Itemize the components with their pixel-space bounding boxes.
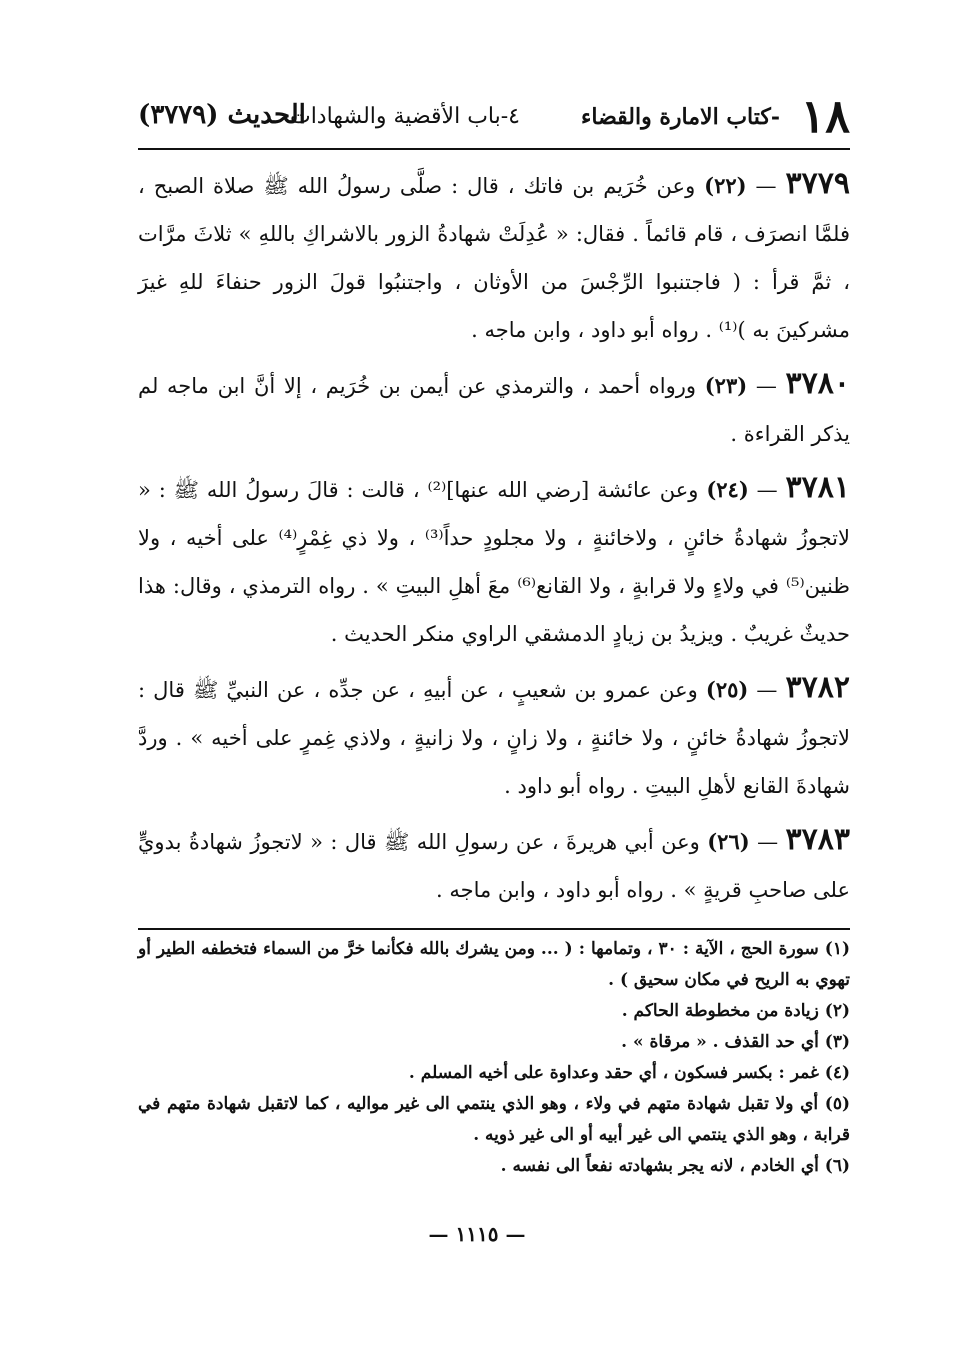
hadith-index: (٢٦) [707, 829, 750, 854]
page-number: — ١١١٥ — [428, 1222, 526, 1246]
hadith-number: ٣٧٨٠ [785, 366, 850, 401]
hadith-text: وعن أبي هريرةَ ، عن رسولِ الله ﷺ قال : « لاتجوزُ شهادةُ بدويٍّ على صاحبِ قريةٍ » . رواه أبو داود ، وابن ماجه . [138, 830, 850, 902]
chapter-number: ١٨ [800, 89, 850, 143]
section-title: ٤-باب الأقضية والشهادات [289, 104, 520, 129]
hadith-index: (٢٣) [704, 373, 748, 398]
footnotes [138, 928, 850, 1182]
page-header [138, 88, 850, 150]
hadith-text: وعن عمرو بن شعيبٍ ، عن أبيهِ ، عن جدِّه ، عن النبيِّ ﷺ قال : لاتجوزُ شهادةُ خائنٍ ، ولا خائنةٍ ، ولا زانٍ ، ولا زانيةٍ ، ولاذي غِمرٍ على أخيه » . وردَّ شهادةَ القانع لأهلِ البيتِ . رواه أبو داود . [138, 678, 850, 798]
book-title: -كتاب الامارة والقضاء [581, 104, 780, 130]
hadith-reference: الحديث (٣٧٧٩) [138, 100, 306, 130]
hadith-3779: ٣٧٧٩ — (٢٢) وعن خُرَيم بن فاتك ، قال : صلَّى رسولُ الله ﷺ صلاة الصبح ، فلمَّا انصرَف ، قام قائماً . فقال: « عُدِلَتْ شهادةُ الزور بالاشراكِ باللهِ » ثلاثَ مرَّات ، ثمَّ قرأ : ( فاجتنبوا الرِّجْسَ من الأوثان ، واجتنبُوا قولَ الزور حنفاءَ للهِ غيرَ مشركينَ به )⁽¹⁾ . رواه أبو داود ، وابن ماجه . [138, 166, 850, 342]
hadith-3783: ٣٧٨٣ — (٢٦) وعن أبي هريرةَ ، عن رسولِ الله ﷺ قال : « لاتجوزُ شهادةُ بدويٍّ على صاحبِ قريةٍ » . رواه أبو داود ، وابن ماجه . [138, 822, 850, 902]
hadith-text: وعن عائشة [رضي الله عنها]⁽²⁾ ، قالت : قالَ رسولُ الله ﷺ : « لاتجوزُ شهادةُ خائنٍ ، ولاخائنةٍ ، ولا مجلودٍ حداً⁽³⁾ ، ولا ذي غِمْرٍ⁽⁴⁾ على أخيه ، ولا ظنين⁽⁵⁾ في ولاءٍ ولا قرابةٍ ، ولا القانع⁽⁶⁾ معَ أهلِ البيتِ » . رواه الترمذي ، وقال: هذا حديثٌ غريبٌ . ويزيدُ بن زيادٍ الدمشقي الراوي منكر الحديث . [138, 478, 850, 646]
footnote-4: (٤) غمر : بكسر فسكون ، أي حقد وعداوة على أخيه المسلم . [408, 1063, 850, 1083]
hadith-text: وعن خُرَيم بن فاتك ، قال : صلَّى رسولُ الله ﷺ صلاة الصبح ، فلمَّا انصرَف ، قام قائماً . فقال: « عُدِلَتْ شهادةُ الزور بالاشراكِ باللهِ » ثلاثَ مرَّات ، ثمَّ قرأ : ( فاجتنبوا الرِّجْسَ من الأوثان ، واجتنبُوا قولَ الزور حنفاءَ للهِ غيرَ مشركينَ به )⁽¹⁾ . رواه أبو داود ، وابن ماجه . [138, 174, 850, 342]
footnote-6: (٦) أي الخادم ، لانه يجر بشهادته نفعاً الى نفسه . [500, 1156, 850, 1176]
hadith-3782: ٣٧٨٢ — (٢٥) وعن عمرو بن شعيبٍ ، عن أبيهِ ، عن جدِّه ، عن النبيِّ ﷺ قال : لاتجوزُ شهادةُ خائنٍ ، ولا خائنةٍ ، ولا زانٍ ، ولا زانيةٍ ، ولاذي غِمرٍ على أخيه » . وردَّ شهادةَ القانع لأهلِ البيتِ . رواه أبو داود . [138, 670, 850, 798]
hadith-index: (٢٥) [705, 677, 749, 702]
footnote-1: (١) سورة الحج ، الآية : ٣٠ ، وتمامها : ( ... ومن يشرك بالله فكأنما خرَّ من السماء فتخطفه الطير أو تهوي به الريح في مكان سحيق ) . [138, 939, 851, 990]
hadith-number: ٣٧٨٢ [785, 670, 850, 705]
footnote-5: (٥) أي ولا تقبل شهادة متهم في ولاء ، وهو الذي ينتمي الى غير مواليه ، كما لاتقبل شهادة متهم في قرابة ، وهو الذي ينتمي الى غير أبيه أو الى غير ذويه . [138, 1094, 850, 1145]
main-text [138, 160, 850, 920]
hadith-number: ٣٧٨١ [785, 470, 850, 505]
hadith-3781: ٣٧٨١ — (٢٤) وعن عائشة [رضي الله عنها]⁽²⁾ ، قالت : قالَ رسولُ الله ﷺ : « لاتجوزُ شهادةُ خائنٍ ، ولاخائنةٍ ، ولا مجلودٍ حداً⁽³⁾ ، ولا ذي غِمْرٍ⁽⁴⁾ على أخيه ، ولا ظنين⁽⁵⁾ في ولاءٍ ولا قرابةٍ ، ولا القانع⁽⁶⁾ معَ أهلِ البيتِ » . رواه الترمذي ، وقال: هذا حديثٌ غريبٌ . ويزيدُ بن زيادٍ الدمشقي الراوي منكر الحديث . [138, 470, 850, 646]
hadith-number: ٣٧٧٩ [785, 166, 850, 201]
hadith-3780: ٣٧٨٠ — (٢٣) ورواه أحمد ، والترمذي عن أيمن بن خُرَيم ، إلا أنَّ ابن ماجه لم يذكر القراءة . [138, 366, 850, 446]
footnote-2: (٢) زيادة من مخطوطة الحاكم . [621, 1001, 850, 1021]
footnote-3: (٣) أي حد القذف . « مرقاة » . [621, 1032, 850, 1052]
hadith-index: (٢٤) [706, 477, 749, 502]
hadith-text: ورواه أحمد ، والترمذي عن أيمن بن خُرَيم ، إلا أنَّ ابن ماجه لم يذكر القراءة . [138, 374, 850, 446]
hadith-number: ٣٧٨٣ [785, 822, 850, 857]
hadith-index: (٢٢) [704, 173, 747, 198]
